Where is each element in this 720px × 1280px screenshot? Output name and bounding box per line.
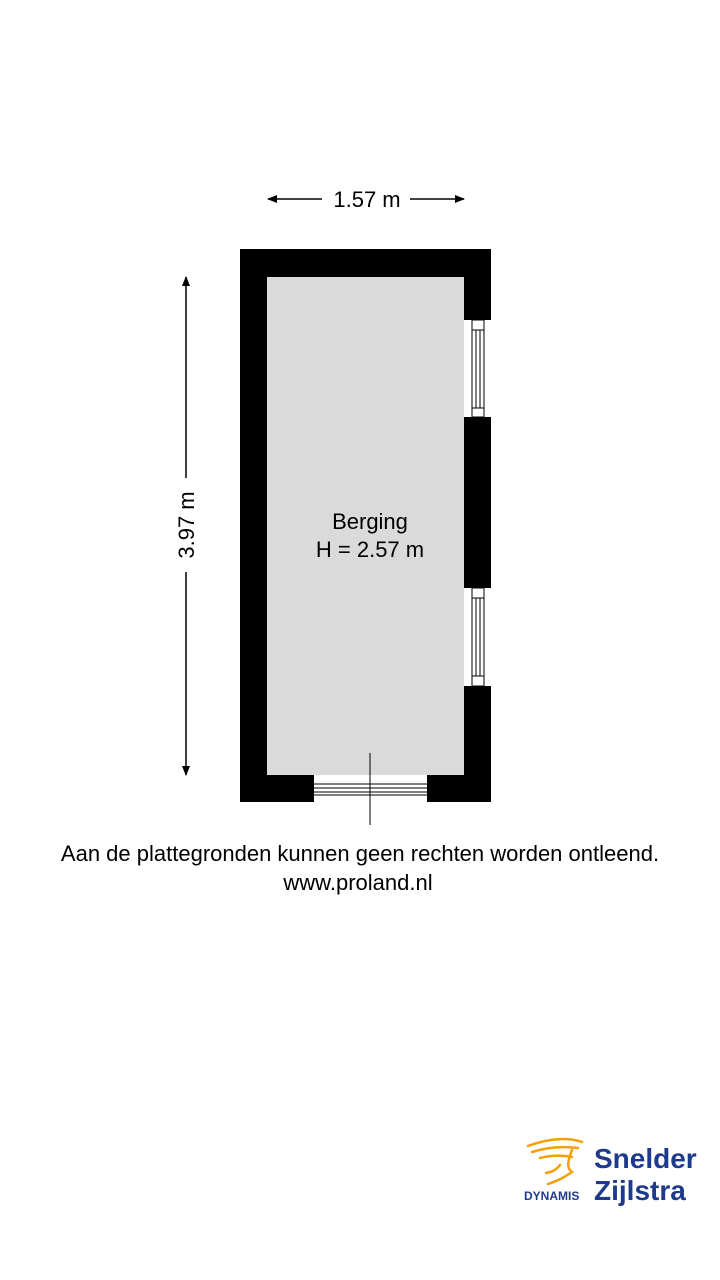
width-label: 1.57 m bbox=[333, 187, 401, 212]
room-berging bbox=[240, 249, 492, 825]
snelder-zijlstra-logo bbox=[524, 1139, 697, 1206]
window-lower bbox=[464, 588, 492, 686]
room-name: Berging bbox=[332, 509, 408, 534]
logo-line1: Snelder bbox=[594, 1143, 697, 1174]
disclaimer-text: Aan de plattegronden kunnen geen rechten worden ontleend. bbox=[60, 841, 660, 866]
logo-line2: Zijlstra bbox=[594, 1175, 686, 1206]
width-dimension bbox=[268, 187, 464, 212]
room-height: H = 2.57 m bbox=[315, 537, 425, 562]
length-dimension bbox=[174, 277, 199, 775]
length-label: 3.97 m bbox=[174, 491, 199, 559]
website-text: www.proland.nl bbox=[283, 870, 433, 895]
logo-sub: DYNAMIS bbox=[524, 1189, 580, 1203]
window-upper bbox=[464, 320, 492, 417]
dynamis-head-icon bbox=[528, 1139, 582, 1184]
